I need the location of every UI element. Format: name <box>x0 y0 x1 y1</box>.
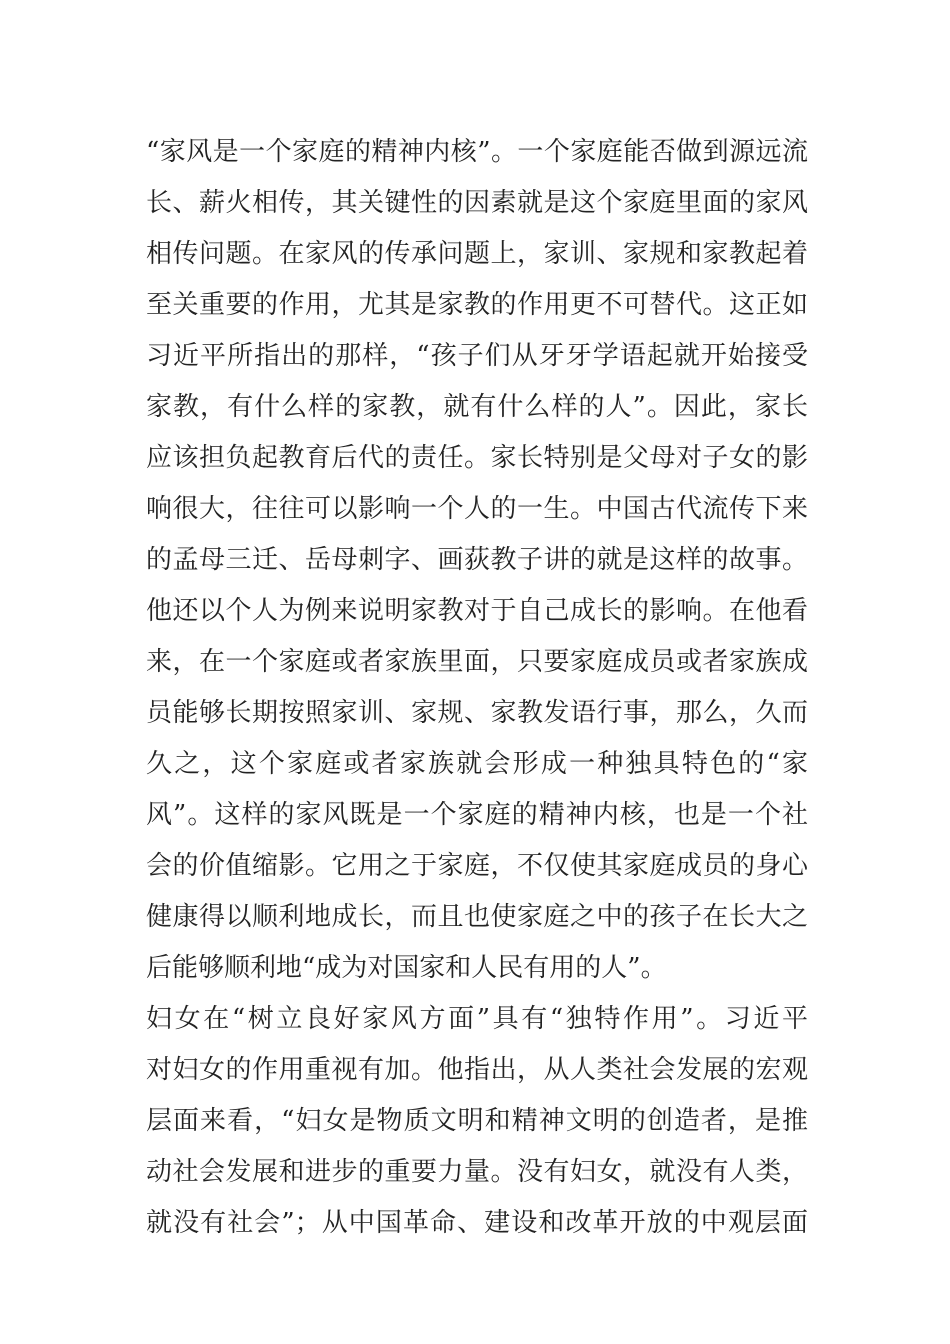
text-line: 后能够顺利地“成为对国家和人民有用的人”。 <box>146 953 667 983</box>
text-line: 长、薪火相传，其关键性的因素就是这个家庭里面的家风 <box>146 188 808 218</box>
text-line: 的孟母三迁、岳母刺字、画荻教子讲的就是这样的故事。 <box>146 545 808 575</box>
text-line: 习近平所指出的那样，“孩子们从牙牙学语起就开始接受 <box>146 341 808 371</box>
text-line: 妇女在“树立良好家风方面”具有“独特作用”。习近平 <box>146 1004 808 1034</box>
text-line: 至关重要的作用，尤其是家教的作用更不可替代。这正如 <box>146 290 808 320</box>
text-line: 家教，有什么样的家教，就有什么样的人”。因此，家长 <box>146 392 808 422</box>
text-line: 会的价值缩影。它用之于家庭，不仅使其家庭成员的身心 <box>146 851 808 881</box>
text-line: 健康得以顺利地成长，而且也使家庭之中的孩子在长大之 <box>146 902 808 932</box>
text-line: 就没有社会”；从中国革命、建设和改革开放的中观层面 <box>146 1208 808 1238</box>
text-line: 久之，这个家庭或者家族就会形成一种独具特色的“家 <box>146 749 808 779</box>
body-text <box>146 127 808 1249</box>
text-line: 相传问题。在家风的传承问题上，家训、家规和家教起着 <box>146 239 808 269</box>
text-line: 对妇女的作用重视有加。他指出，从人类社会发展的宏观 <box>146 1055 808 1085</box>
text-line: 风”。这样的家风既是一个家庭的精神内核，也是一个社 <box>146 800 808 830</box>
text-line: “家风是一个家庭的精神内核”。一个家庭能否做到源远流 <box>146 137 808 167</box>
text-line: 层面来看，“妇女是物质文明和精神文明的创造者，是推 <box>146 1106 808 1136</box>
text-line: 他还以个人为例来说明家教对于自己成长的影响。在他看 <box>146 596 808 626</box>
text-line: 员能够长期按照家训、家规、家教发语行事，那么，久而 <box>146 698 808 728</box>
text-line: 来，在一个家庭或者家族里面，只要家庭成员或者家族成 <box>146 647 808 677</box>
text-line: 应该担负起教育后代的责任。家长特别是父母对子女的影 <box>146 443 808 473</box>
text-line: 响很大，往往可以影响一个人的一生。中国古代流传下来 <box>146 494 808 524</box>
text-line: 动社会发展和进步的重要力量。没有妇女，就没有人类， <box>146 1157 808 1187</box>
